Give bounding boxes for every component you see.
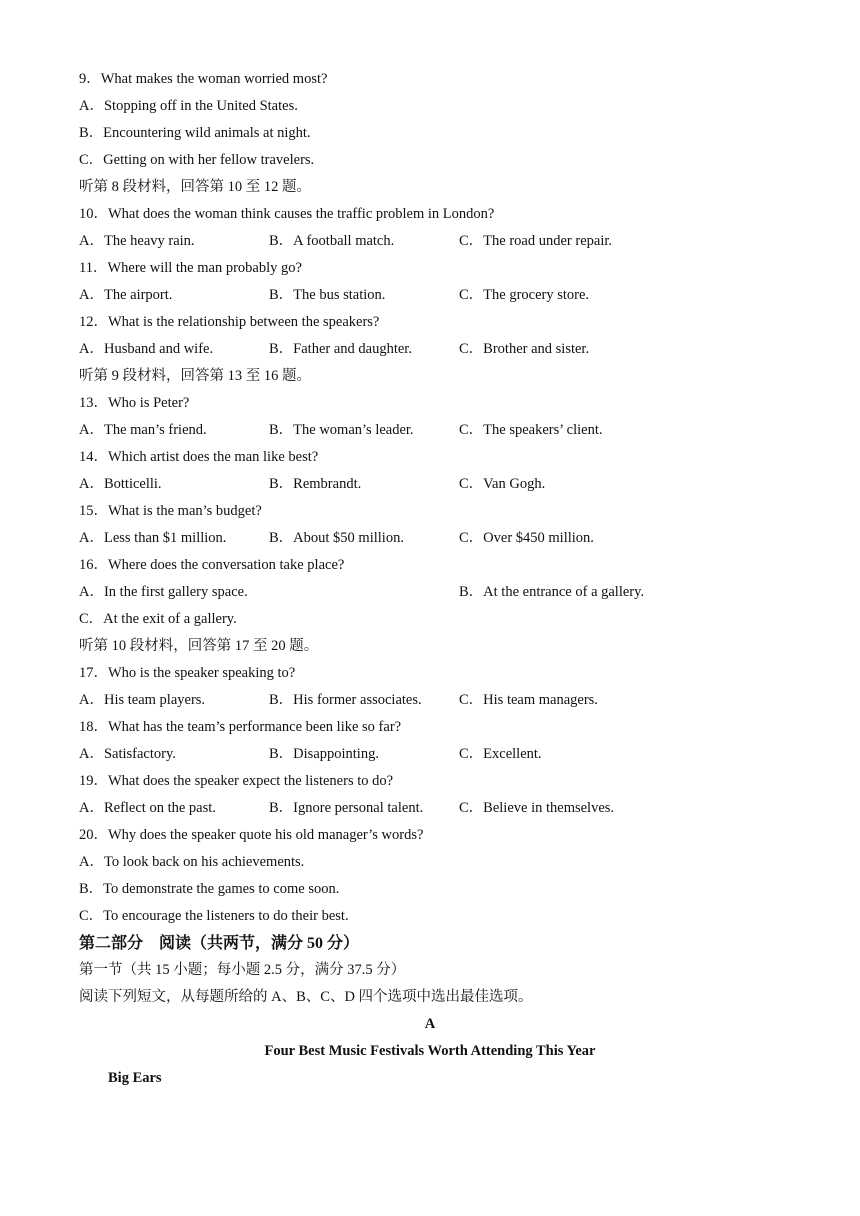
question-14: 14．Which artist does the man like best? (79, 449, 319, 465)
q9-option-b: B．Encountering wild animals at night. (79, 125, 311, 141)
passage-letter: A (424, 1016, 436, 1032)
q20-option-c: C．To encourage the listeners to do their best. (79, 908, 349, 924)
q18-option-a: A．Satisfactory. (79, 746, 176, 762)
q10-option-c: C．The road under repair. (459, 233, 613, 249)
q14-option-a: A．Botticelli. (79, 476, 162, 492)
q15-option-a: A．Less than $1 million. (79, 530, 227, 546)
q12-option-b: B．Father and daughter. (269, 341, 412, 357)
passage-title: Four Best Music Festivals Worth Attending This Year (264, 1043, 596, 1059)
question-16: 16．Where does the conversation take place? (79, 557, 345, 573)
q20-option-b: B．To demonstrate the games to come soon. (79, 881, 340, 897)
question-18: 18．What has the team’s performance been like so far? (79, 719, 402, 735)
q11-option-b: B．The bus station. (269, 287, 386, 303)
q19-option-b: B．Ignore personal talent. (269, 800, 424, 816)
q9-option-c: C．Getting on with her fellow travelers. (79, 152, 315, 168)
part-2-section-1: 第一节（共 15 小题；每小题 2.5 分，满分 37.5 分） (79, 962, 406, 978)
q11-option-c: C．The grocery store. (459, 287, 590, 303)
q16-option-a: A．In the first gallery space. (79, 584, 248, 600)
q17-option-c: C．His team managers. (459, 692, 598, 708)
q11-option-a: A．The airport. (79, 287, 173, 303)
q15-option-b: B．About $50 million. (269, 530, 404, 546)
q17-option-a: A．His team players. (79, 692, 206, 708)
question-17: 17．Who is the speaker speaking to? (79, 665, 296, 681)
q18-option-c: C．Excellent. (459, 746, 542, 762)
q20-option-a: A．To look back on his achievements. (79, 854, 305, 870)
question-13: 13．Who is Peter? (79, 395, 190, 411)
q18-option-b: B．Disappointing. (269, 746, 379, 762)
passage-subheading: Big Ears (108, 1070, 162, 1086)
question-9: 9．What makes the woman worried most? (79, 71, 328, 87)
q19-option-a: A．Reflect on the past. (79, 800, 216, 816)
q12-option-c: C．Brother and sister. (459, 341, 590, 357)
q19-option-c: C．Believe in themselves. (459, 800, 615, 816)
q14-option-b: B．Rembrandt. (269, 476, 362, 492)
section-8-instruction: 听第 8 段材料，回答第 10 至 12 题。 (79, 179, 311, 195)
question-12: 12．What is the relationship between the speakers? (79, 314, 380, 330)
question-15: 15．What is the man’s budget? (79, 503, 262, 519)
section-9-instruction: 听第 9 段材料，回答第 13 至 16 题。 (79, 368, 311, 384)
q16-option-b: B．At the entrance of a gallery. (459, 584, 645, 600)
q10-option-a: A．The heavy rain. (79, 233, 195, 249)
q10-option-b: B．A football match. (269, 233, 395, 249)
question-11: 11．Where will the man probably go? (79, 260, 302, 276)
q17-option-b: B．His former associates. (269, 692, 422, 708)
q14-option-c: C．Van Gogh. (459, 476, 546, 492)
part-2-instruction: 阅读下列短文，从每题所给的 A、B、C、D 四个选项中选出最佳选项。 (79, 989, 533, 1005)
question-10: 10．What does the woman think causes the traffic problem in London? (79, 206, 495, 222)
part-2-heading: 第二部分 阅读（共两节，满分 50 分） (79, 935, 360, 952)
q9-option-a: A．Stopping off in the United States. (79, 98, 298, 114)
q13-option-a: A．The man’s friend. (79, 422, 207, 438)
q16-option-c: C．At the exit of a gallery. (79, 611, 237, 627)
q12-option-a: A．Husband and wife. (79, 341, 214, 357)
section-10-instruction: 听第 10 段材料，回答第 17 至 20 题。 (79, 638, 319, 654)
question-19: 19．What does the speaker expect the listeners to do? (79, 773, 394, 789)
q13-option-b: B．The woman’s leader. (269, 422, 414, 438)
q13-option-c: C．The speakers’ client. (459, 422, 603, 438)
q15-option-c: C．Over $450 million. (459, 530, 594, 546)
question-20: 20．Why does the speaker quote his old manager’s words? (79, 827, 424, 843)
